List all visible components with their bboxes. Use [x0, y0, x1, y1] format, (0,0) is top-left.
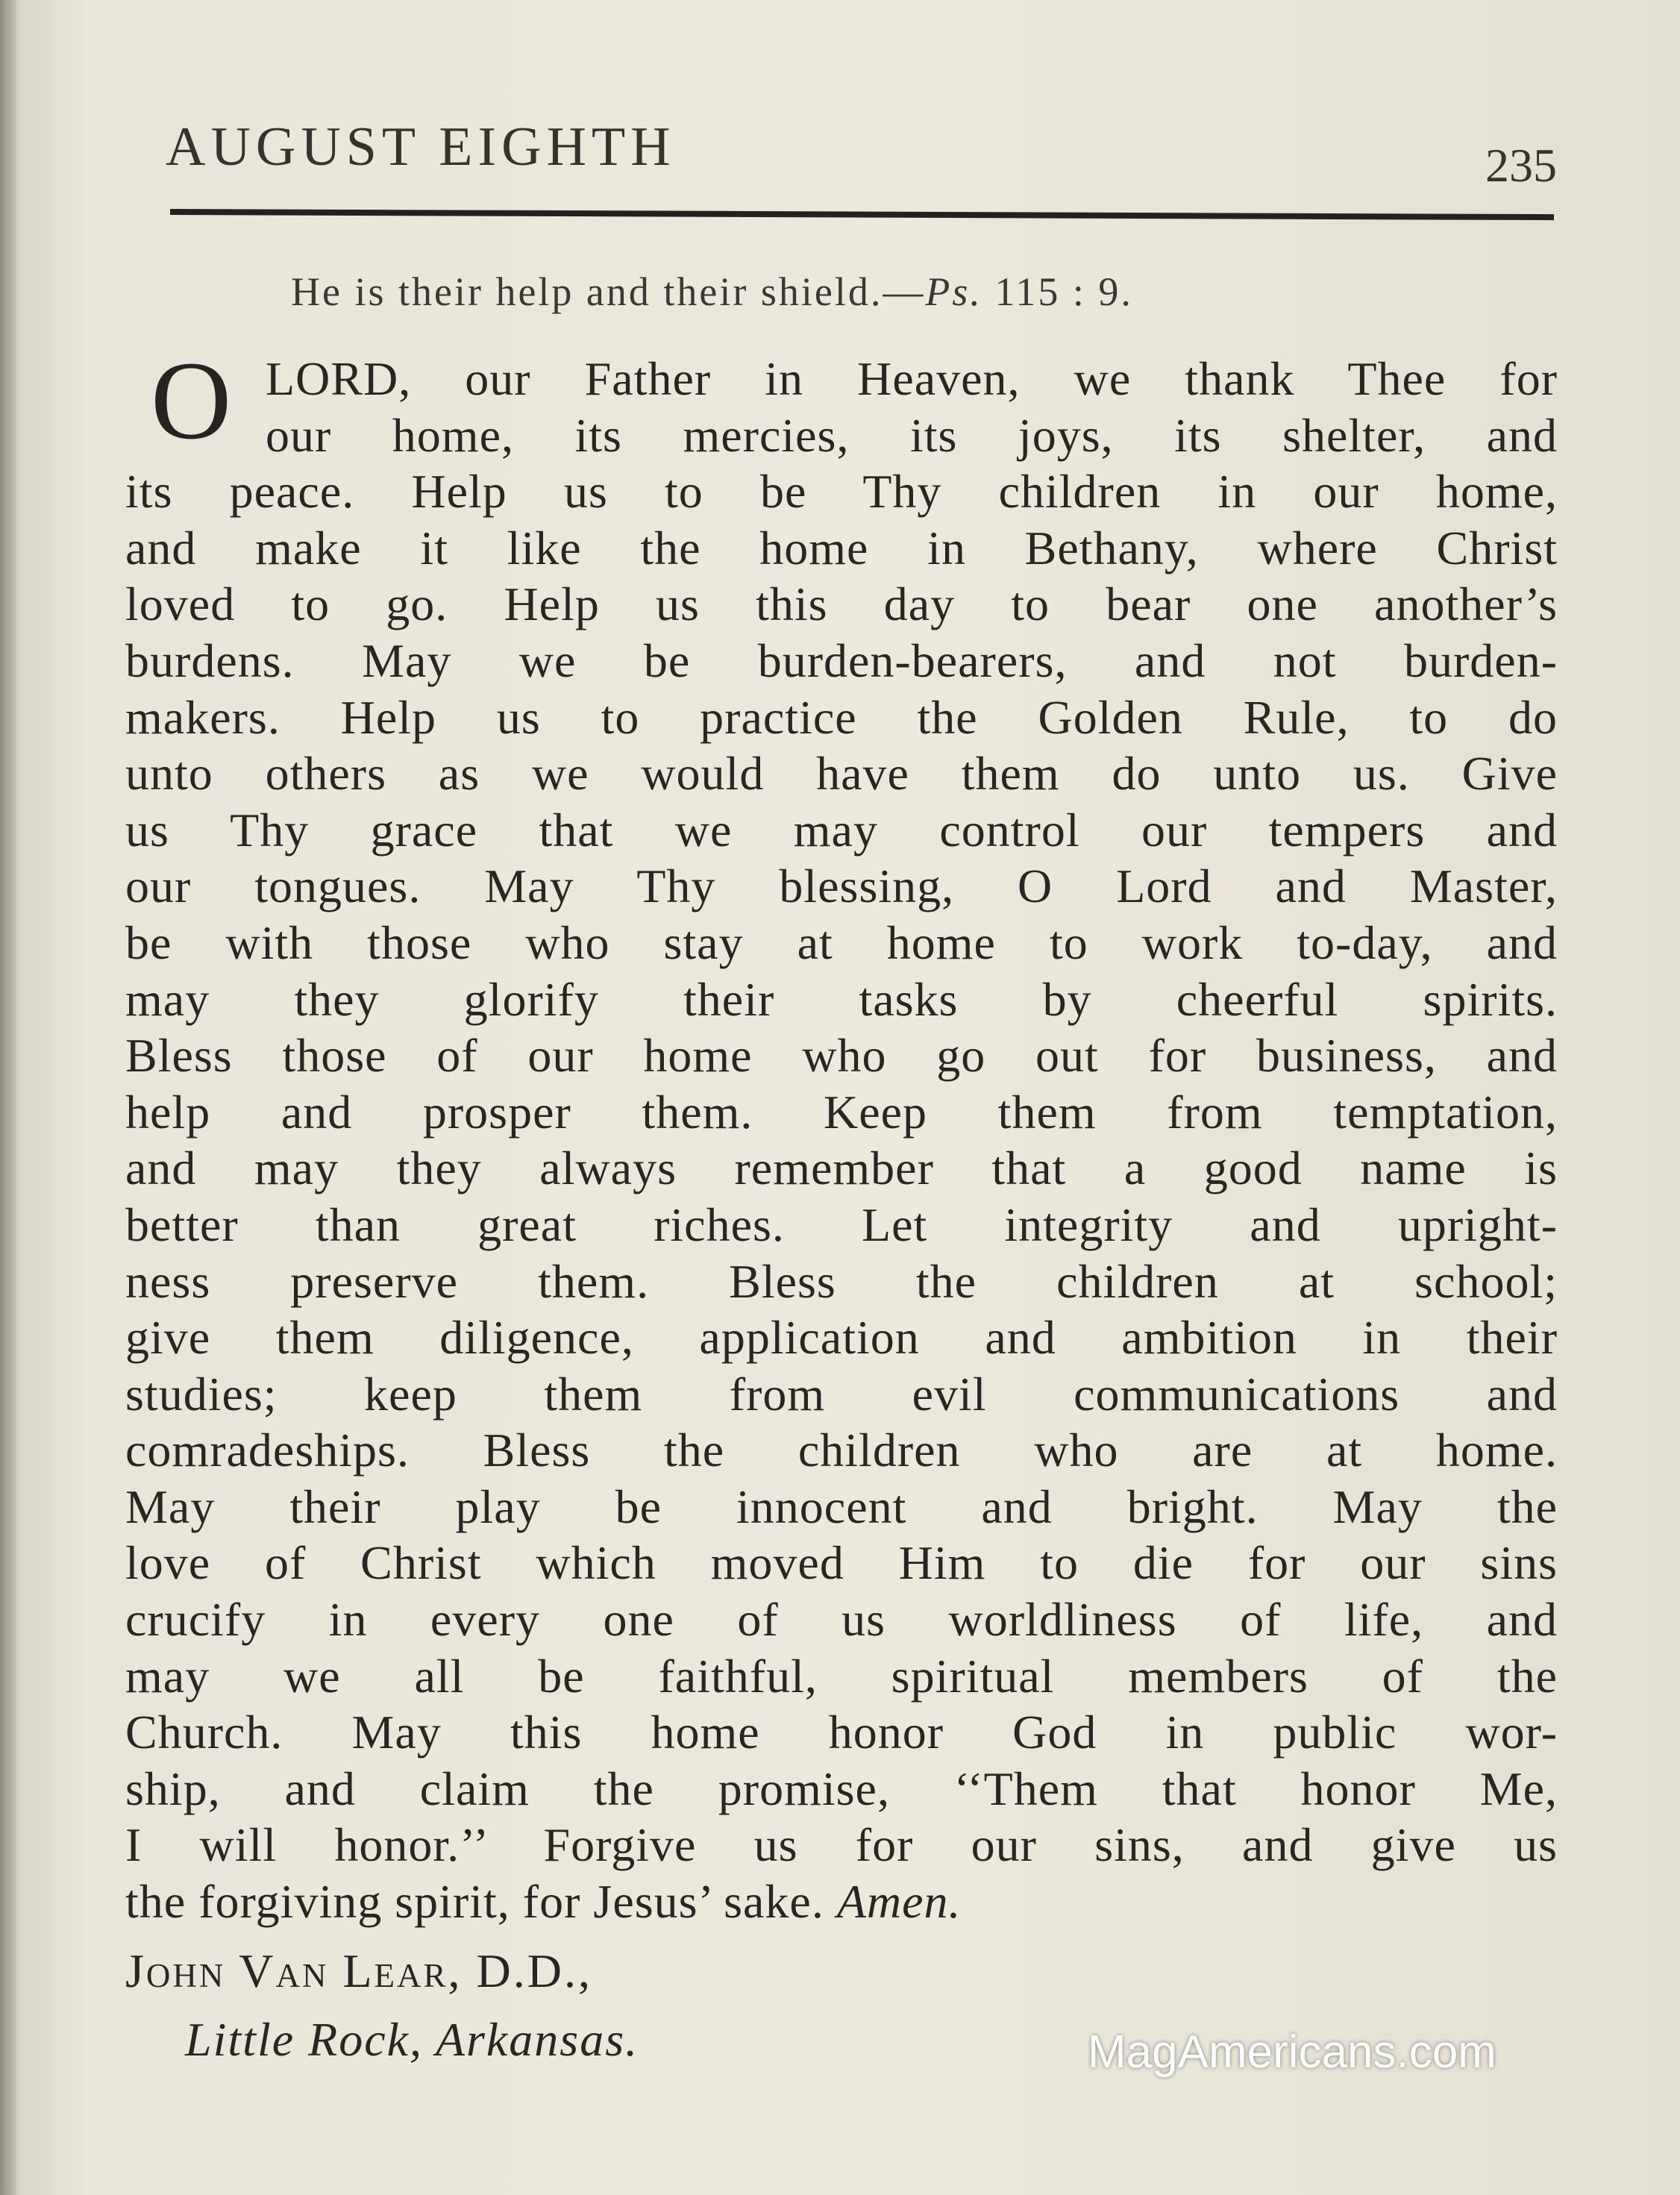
- prayer-line: May their play be innocent and bright. May the: [125, 1479, 1558, 1533]
- epigraph-reference: 115 : 9.: [982, 269, 1133, 314]
- prayer-line: studies; keep them from evil communications and: [125, 1367, 1558, 1421]
- prayer-line: ship, and claim the promise, ‘‘Them that honor Me,: [125, 1762, 1558, 1815]
- prayer-line: may they glorify their tasks by cheerful spirits.: [125, 972, 1558, 1026]
- amen-closing: Amen.: [836, 1875, 962, 1929]
- author-name: John Van Lear, D.D.,: [125, 1944, 592, 1997]
- prayer-line: loved to go. Help us this day to bear one another’s: [125, 577, 1558, 631]
- page-header: [166, 112, 1557, 192]
- prayer-line: makers. Help us to practice the Golden Rule, to do: [125, 690, 1558, 744]
- prayer-line: LORD, our Father in Heaven, we thank Thee for: [266, 352, 1558, 405]
- author-location: Little Rock, Arkansas.: [185, 2013, 639, 2066]
- prayer-line: burdens. May we be burden-bearers, and not burden-: [125, 633, 1558, 687]
- page-number: 235: [1485, 139, 1557, 192]
- prayer-line: love of Christ which moved Him to die for our sins: [125, 1536, 1558, 1590]
- prayer-line: give them diligence, application and ambition in their: [125, 1311, 1558, 1365]
- prayer-line: help and prosper them. Keep them from temptation,: [125, 1085, 1558, 1139]
- prayer-line: and make it like the home in Bethany, where Christ: [125, 521, 1558, 574]
- prayer-last-line-text: the forgiving spirit, for Jesus’ sake.: [125, 1875, 837, 1929]
- prayer-line: Bless those of our home who go out for business, and: [125, 1029, 1558, 1083]
- site-watermark: MagAmericans.com: [1088, 2026, 1496, 2078]
- prayer-line: our tongues. May Thy blessing, O Lord and Master,: [125, 859, 1558, 913]
- prayer-line: better than great riches. Let integrity and upright-: [125, 1197, 1558, 1251]
- prayer-line: our home, its mercies, its joys, its shelter, and: [266, 408, 1558, 462]
- drop-cap: O: [151, 339, 232, 463]
- prayer-line: I will honor.’’ Forgive us for our sins, and give us: [125, 1818, 1558, 1872]
- header-rule: [170, 209, 1554, 220]
- prayer-line: unto others as we would have them do unto us. Give: [125, 747, 1558, 801]
- prayer-line: its peace. Help us to be Thy children in our home,: [125, 465, 1558, 519]
- running-title: AUGUST EIGHTH: [166, 116, 676, 178]
- prayer-last-line: [125, 1873, 1558, 1930]
- prayer-line: crucify in every one of us worldliness of life, and: [125, 1593, 1558, 1647]
- prayer-line: comradeships. Bless the children who are at home.: [125, 1424, 1558, 1477]
- prayer-line: us Thy grace that we may control our tempers and: [125, 803, 1558, 857]
- prayer-line: Church. May this home honor God in public wor-: [125, 1706, 1558, 1759]
- prayer-line: ness preserve them. Bless the children at school;: [125, 1254, 1558, 1308]
- prayer-line: and may they always remember that a good name is: [125, 1142, 1558, 1195]
- epigraph-citation: Ps.: [925, 269, 982, 314]
- prayer-text: [125, 339, 1558, 1930]
- epigraph: [291, 269, 1133, 315]
- prayer-line: be with those who stay at home to work to-day, and: [125, 915, 1558, 969]
- author-signature: [125, 1944, 639, 2067]
- prayer-line: may we all be faithful, spiritual members of the: [125, 1649, 1558, 1703]
- page-edge-shadow: [0, 0, 16, 2195]
- epigraph-text: He is their help and their shield.—: [291, 269, 926, 314]
